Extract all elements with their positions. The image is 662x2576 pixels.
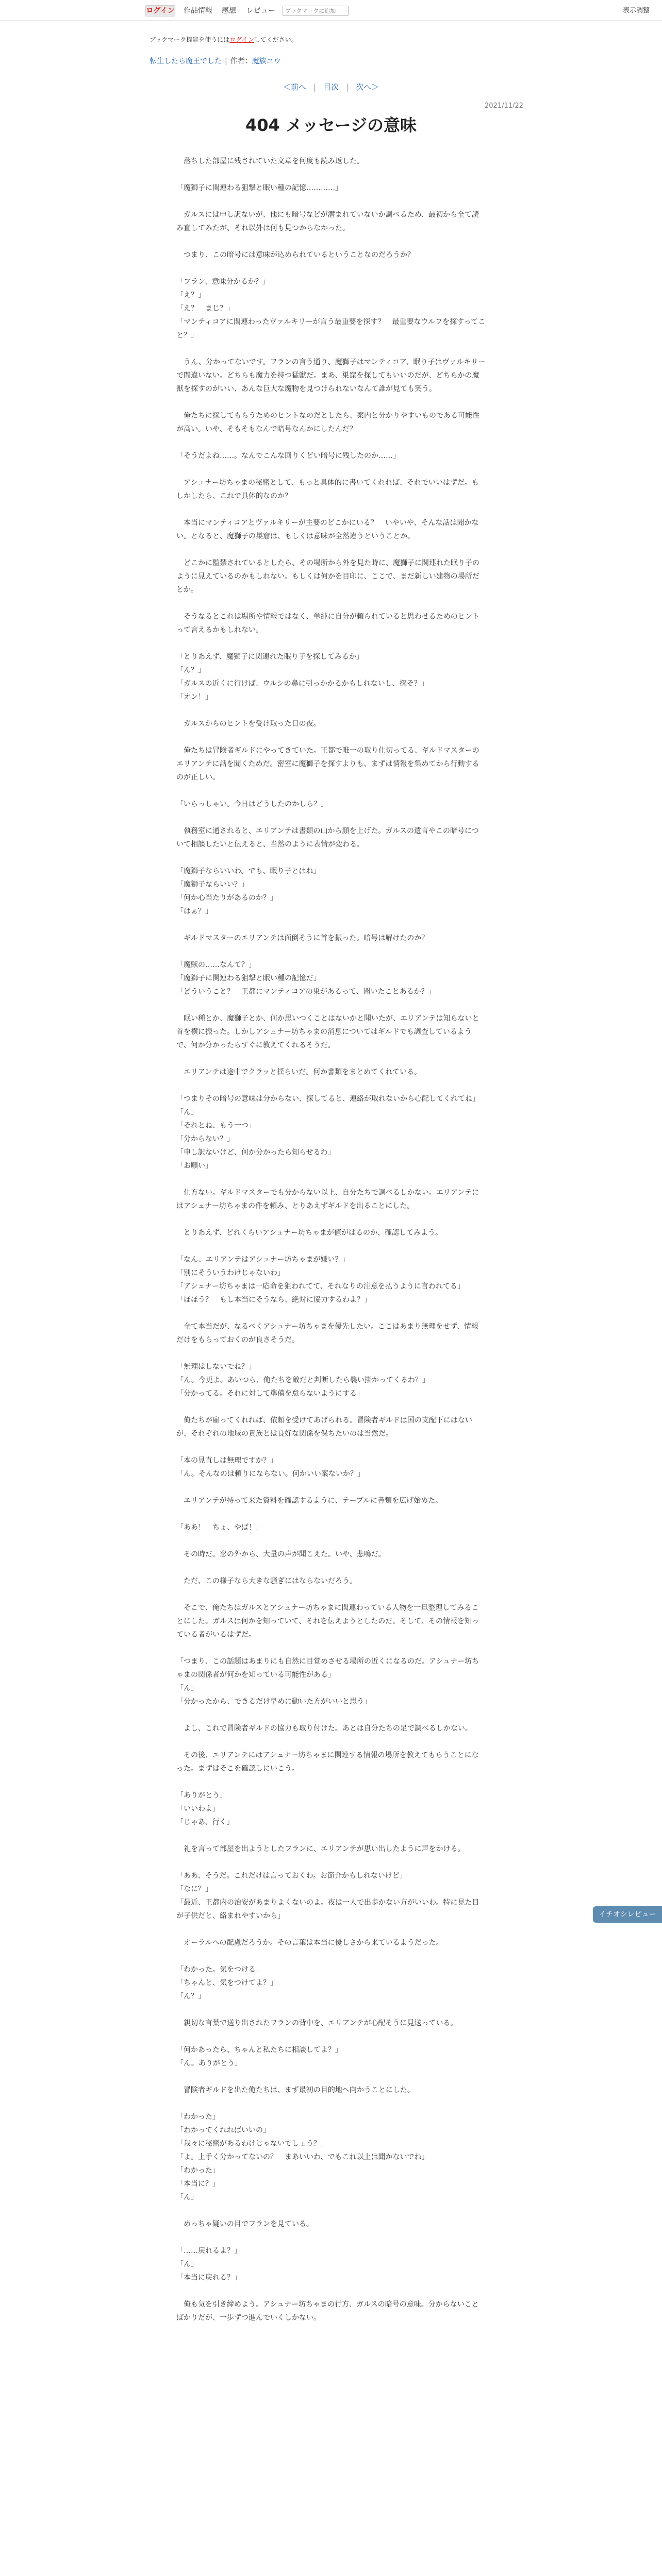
breadcrumb <box>150 56 281 66</box>
body-paragraph: 「とりあえず、魔獅子に関連れた眠り子を探してみるか」 「ん？」 「ガルスの近くに行けば、ウルシの鼻に引っかかるかもしれないし、探そ？」 「オン！」 <box>176 653 428 701</box>
body-paragraph: 「フラン、意味分かるか？」 「え？」 「え？ まじ？」 「マンティコアに関連わったヴァルキリーが言う最重要を探す？ 最重要なウルフを探すってこと？」 <box>176 278 486 340</box>
breadcrumb-separator: | <box>225 57 227 65</box>
chapter-title: 404 メッセージの意味 <box>245 115 417 135</box>
body-paragraph: ガルスには申し訳ないが、他にも暗号などが潜まれていないか調べるため、最初から全て読み直してみたが、それ以外は何も見つからなかった。 <box>176 211 479 232</box>
body-paragraph: 「本の見直しは無理ですか？」 「ん。そんなのは頼りにならない。何かいい案ないか？」 <box>176 1456 365 1478</box>
body-paragraph: 礼を言って部屋を出ようとしたフランに、エリアンテが思い出したように声をかける。 <box>176 1845 465 1853</box>
body-paragraph: その後、エリアンテにはアシュナー坊ちゃまに関連する情報の場所を教えてもらうことになった。まずはそこを確認しにいこう。 <box>176 1751 479 1773</box>
body-paragraph: オーラルへの配慮だろうか。その言葉は本当に優しさから来ているようだった。 <box>176 1939 443 1947</box>
body-paragraph: エリアンテは途中でクラッと揺らいだ。何か書類をまとめてくれている。 <box>176 1068 422 1076</box>
body-paragraph: ギルドマスターのエリアンテは面倒そうに首を振った。暗号は解けたのか？ <box>176 934 429 942</box>
body-paragraph: 「ああ！ ちょ、やば！」 <box>176 1523 263 1532</box>
body-paragraph: 俺たちが雇ってくれれば、依頼を受けてあげられる。冒険者ギルドは国の支配下にはないが、それぞれの地域の貴族とは良好な関係を保ちたいのは当然だ。 <box>176 1416 472 1438</box>
body-paragraph: 「魔獣の……なんて？」 「魔獅子に関連わる狙撃と眠い種の記憶だ」 「どういうこと？ 王都にマンティコアの巣があるって、聞いたことあるか？」 <box>176 961 436 996</box>
nav-impressions[interactable]: 感想 <box>222 7 236 15</box>
author-label: 作者： <box>230 57 252 65</box>
display-setting-button[interactable]: 表示調整 <box>623 7 650 14</box>
body-paragraph: 「つまりその暗号の意味は分からない、探してると、連絡が取れないから心配してくれてね」 「ん」 「それとね、もう一つ」 「分からない？」 「申し訳ないけど、何か分かったら知らせるわ」 「お願い」 <box>176 1095 479 1170</box>
body-paragraph: 俺たちに探してもらうためのヒントなのだとしたら、案内と分かりやすいものである可能性が高い。いや、そもそもなんで暗号なんかにしたんだ？ <box>176 412 479 433</box>
body-paragraph: 「ああ、そうだ。これだけは言っておくわ。お節介かもしれないけど」 「なに？」 「最近、王都内の治安があまりよくないのよ。夜は一人で出歩かない方がいいわ。特に見た目が子供だと、絡まれやすいから」 <box>176 1872 479 1920</box>
body-paragraph: 「つまり、この話題はあまりにも自然に目覚めさせる場所の近くになるのだ。アシュナー坊ちゃまの関係者が何かを知っている可能性がある」 「ん」 「分かったから、できるだけ早めに動いた方がいいと思う」 <box>176 1657 479 1706</box>
body-paragraph: ただ、この様子なら大きな騒ぎにはならないだろう。 <box>176 1577 357 1585</box>
body-paragraph: 「わかった。気をつける」 「ちゃんと、気をつけてよ？」 「ん？」 <box>176 1965 277 2001</box>
prev-link[interactable]: ＜前へ <box>283 82 306 92</box>
body-paragraph: ガルスからのヒントを受け取った日の夜。 <box>176 720 321 728</box>
pager-top <box>0 81 662 92</box>
body-paragraph: 「……戻れるよ？」 「ん」 「本当に戻れる？」 <box>176 2247 241 2282</box>
bookmark-add-field[interactable] <box>283 6 349 16</box>
body-paragraph: 「ありがとう」 「いいわよ」 「じゃあ、行く」 <box>176 1791 234 1826</box>
pager-separator: | <box>346 82 349 92</box>
login-notice-link[interactable]: ログイン <box>229 36 254 43</box>
body-paragraph: そうなるとこれは場所や情報ではなく、単純に自分が頼られていると思わせるためのヒントって言えるかもしれない。 <box>176 613 479 634</box>
body-paragraph: そこで、俺たちはガルスとアシュナー坊ちゃまに関連わっている人物を一旦整理してみることにした。ガルスは何かを知っていて、それを伝えようとしたのだ。そして、その情報を知っている者がいるはずだ。 <box>176 1604 479 1639</box>
body-paragraph: 「無理はしないでね？」 「ん。今更よ。あいつら、俺たちを敵だと判断したら襲い掛かってくるわ？」 「分かってる。それに対して準備を怠らないようにする」 <box>176 1363 429 1398</box>
body-paragraph: 俺も気を引き締めよう。アシュナー坊ちゃまの行方、ガルスの暗号の意味。分からないことばかりだが、一歩ずつ進んでいくしかない。 <box>176 2300 479 2322</box>
body-paragraph: めっちゃ疑いの目でフランを見ている。 <box>176 2220 313 2228</box>
body-paragraph: 本当にマンティコアとヴァルキリーが主要のどこかにいる？ いやいや、そんな話は聞かない。となると、魔獅子の巣窟は、もしくは意味が全然違うということか。 <box>176 519 479 540</box>
recommend-review-tab[interactable]: イチオシレビュー <box>593 1906 662 1923</box>
work-title-link[interactable]: 転生したら魔王でした <box>150 57 222 65</box>
nav-work-info[interactable]: 作品情報 <box>184 7 212 15</box>
body-paragraph: 「そうだよね……。なんでこんな回りくどい暗号に残したのか……」 <box>176 452 400 460</box>
login-notice <box>150 35 297 44</box>
body-paragraph: 「何かあったら、ちゃんと私たちに相談してよ？」 「ん。ありがとう」 <box>176 2046 342 2067</box>
body-paragraph: アシュナー坊ちゃまの秘密として、もっと具体的に書いてくれれば、それでいいはずだ。もしかしたら、これで具体的なのか？ <box>176 479 479 500</box>
author-link[interactable]: 魔族ユウ <box>252 57 281 65</box>
post-date: 2021/11/22 <box>485 102 523 110</box>
body-paragraph: その時だ。窓の外から、大量の声が聞こえた。いや、悲鳴だ。 <box>176 1550 386 1558</box>
body-paragraph: 仕方ない。ギルドマスターでも分からない以上、自分たちで調べるしかない。エリアンテにはアシュナー坊ちゃまの件を頼み、とりあえずギルドを出ることにした。 <box>176 1189 479 1210</box>
body-paragraph: 親切な言葉で送り出されたフランの背中を、エリアンテが心配そうに見送っている。 <box>176 2019 458 2027</box>
nav-reviews[interactable]: レビュー <box>246 7 275 15</box>
login-button[interactable]: ログイン <box>145 5 175 16</box>
body-paragraph: 全て本当だが、なるべくアシュナー坊ちゃまを優先したい。ここはあまり無理をせず、情報だけをもらっておくのが良さそうだ。 <box>176 1323 479 1344</box>
body-paragraph: とりあえず、どれくらいアシュナー坊ちゃまが値がはるのか、確認してみよう。 <box>176 1229 443 1237</box>
body-paragraph: 「魔獅子ならいいわ。でも、眠り子とはね」 「魔獅子ならいい？」 「何か心当たりがあるのか？」 「はぁ？」 <box>176 867 321 916</box>
login-notice-text-after: してください。 <box>254 36 297 43</box>
body-paragraph: どこかに監禁されているとしたら、その場所から外を見た時に、魔獅子に関連れた眠り子のように見えているのかもしれない。もしくは何かを目印に、ここで、まだ新しい建物の場所だとか。 <box>176 559 479 594</box>
body-paragraph: つまり、この暗号には意味が込められているということなのだろうか？ <box>176 251 415 259</box>
toc-link[interactable]: 目次 <box>323 82 339 92</box>
top-bar <box>0 0 662 21</box>
body-paragraph: 眠い種とか、魔獅子とか、何か思いつくことはないかと聞いたが、エリアンテは知らないと首を横に振った。しかしアシュナー坊ちゃまの消息についてはギルドでも調査しているようで、何か分かったらすぐに教えてくれるそうだ。 <box>176 1014 479 1049</box>
body-paragraph: 俺たちは冒険者ギルドにやってきていた。王都で唯一の取り仕切ってる、ギルドマスターのエリアンテに話を聞くためだ。密室に魔獅子を探すよりも、まずは情報を集めてから行動するのが正しい。 <box>176 747 479 782</box>
body-paragraph: 「なん、エリアンテはアシュナー坊ちゃまが嫌い？」 「別にそういうわけじゃないわ」 「アシュナー坊ちゃまは一応命を狙われてて、それなりの注意を払うように言われてる」 「ほほう？ もし本当にそうなら、絶対に協力するわよ？」 <box>176 1256 465 1304</box>
novel-body <box>176 155 486 2576</box>
next-link[interactable]: 次へ＞ <box>356 82 379 92</box>
login-notice-text-before: ブックマーク機能を使うには <box>150 36 230 43</box>
body-paragraph: 落ちした部屋に残されていた文章を何度も読み返した。 <box>176 157 364 165</box>
body-paragraph: 冒険者ギルドを出た俺たちは、まず最初の目的地へ向かうことにした。 <box>176 2086 415 2094</box>
body-paragraph: 執務室に通されると、エリアンテは書類の山から顔を上げた。ガルスの遺言やこの暗号について相談したいと伝えると、当然のように表情が変わる。 <box>176 827 479 849</box>
body-paragraph: よし、これで冒険者ギルドの協力も取り付けた。あとは自分たちの足で調べるしかない。 <box>176 1724 472 1733</box>
body-paragraph: 「いらっしゃい。今日はどうしたのかしら？」 <box>176 800 328 808</box>
body-paragraph: うん、分かってないです。フランの言う通り、魔獅子はマンティコア、眠り子はヴァルキリーで間違いない。どちらも魔力を持つ猛獣だ。まあ、巣窟を探してもいいのだが、どちらかの魔獣を探すのがいい、あんな巨大な魔物を見つけられないなんて誰が見ても笑う。 <box>176 358 486 393</box>
body-paragraph: エリアンテが持って来た資料を確認するように、テーブルに書類を広げ始めた。 <box>176 1497 443 1505</box>
body-paragraph: 「わかった」 「わかってくれればいいの」 「我々に秘密があるわけじゃないでしょう？」 「よ。上手く分かってないの？ まあいいわ、でもこれ以上は聞かないでね」 「わかった」 「本当に？」 「ん」 <box>176 2113 429 2201</box>
pager-separator: | <box>313 82 316 92</box>
body-paragraph: 「魔獅子に関連わる狙撃と眠い種の記憶…………」 <box>176 184 342 192</box>
